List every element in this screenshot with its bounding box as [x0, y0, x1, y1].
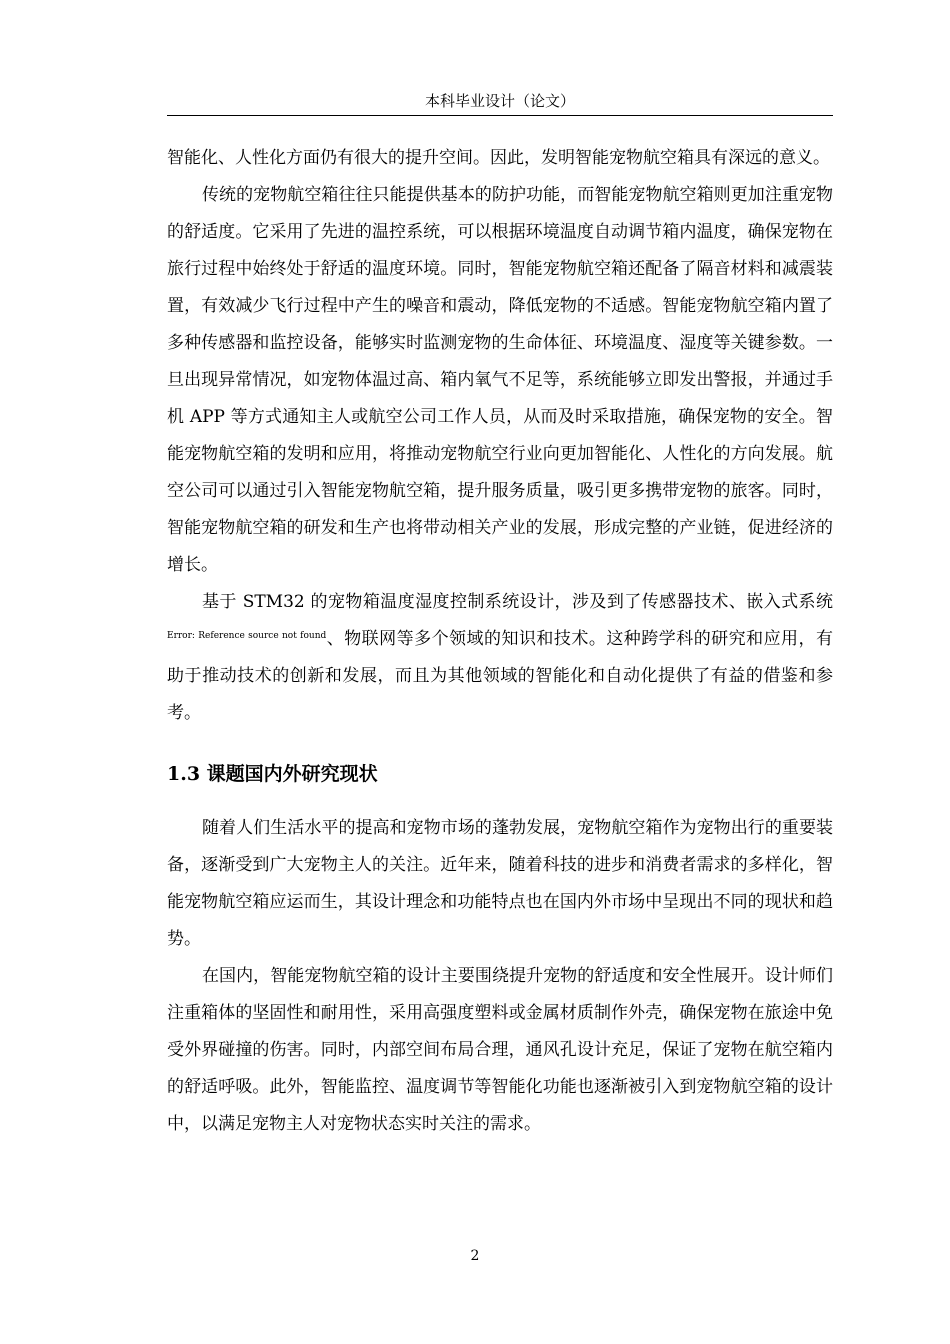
- paragraph-traditional-pet-box: 传统的宠物航空箱往往只能提供基本的防护功能，而智能宠物航空箱则更加注重宠物的舒适度。它采用了先进的温控系统，可以根据环境温度自动调节箱内温度，确保宠物在旅行过程中始终处于舒适的温度环境。同时，智能宠物航空箱还配备了隔音材料和减震装置，有效减少飞行过程中产生的噪音和震动，降低宠物的不适感。智能宠物航空箱内置了多种传感器和监控设备，能够实时监测宠物的生命体征、环境温度、湿度等关键参数。一旦出现异常情况，如宠物体温过高、箱内氧气不足等，系统能够立即发出警报，并通过手机 APP 等方式通知主人或航空公司工作人员，从而及时采取措施，确保宠物的安全。智能宠物航空箱的发明和应用，将推动宠物航空行业向更加智能化、人性化的方向发展。航空公司可以通过引入智能宠物航空箱，提升服务质量，吸引更多携带宠物的旅客。同时，智能宠物航空箱的研发和生产也将带动相关产业的发展，形成完整的产业链，促进经济的增长。: [167, 185, 833, 575]
- paragraph-market-overview: 随着人们生活水平的提高和宠物市场的蓬勃发展，宠物航空箱作为宠物出行的重要装备，逐渐受到广大宠物主人的关注。近年来，随着科技的进步和消费者需求的多样化，智能宠物航空箱应运而生，其设计理念和功能特点也在国内外市场中呈现出不同的现状和趋势。: [167, 818, 833, 949]
- section-heading: 1.3 课题国内外研究现状: [167, 763, 378, 785]
- paragraph-stm32-design: [167, 584, 833, 732]
- paragraph-text-before-ref: 基于 STM32 的宠物箱温度湿度控制系统设计，涉及到了传感器技术、嵌入式系统: [202, 592, 833, 612]
- page-number: 2: [470, 1248, 480, 1264]
- section-heading-wrapper: [167, 732, 833, 810]
- paragraph-domestic-design: 在国内，智能宠物航空箱的设计主要围绕提升宠物的舒适度和安全性展开。设计师们注重箱体的坚固性和耐用性，采用高强度塑料或金属材质制作外壳，确保宠物在旅途中免受外界碰撞的伤害。同时，内部空间布局合理，通风孔设计充足，保证了宠物在航空箱内的舒适呼吸。此外，智能监控、温度调节等智能化功能也逐渐被引入到宠物航空箱的设计中，以满足宠物主人对宠物状态实时关注的需求。: [167, 966, 833, 1134]
- page-header: 本科毕业设计（论文）: [167, 92, 833, 116]
- paragraph-continuation: 智能化、人性化方面仍有很大的提升空间。因此，发明智能宠物航空箱具有深远的意义。: [167, 148, 830, 168]
- reference-error-note: Error: Reference source not found: [167, 631, 327, 641]
- document-body: [167, 140, 833, 1143]
- paragraph-text-after-ref: 、物联网等多个领域的知识和技术。这种跨学科的研究和应用，有助于推动技术的创新和发展，而且为其他领域的智能化和自动化提供了有益的借鉴和参考。: [167, 629, 834, 723]
